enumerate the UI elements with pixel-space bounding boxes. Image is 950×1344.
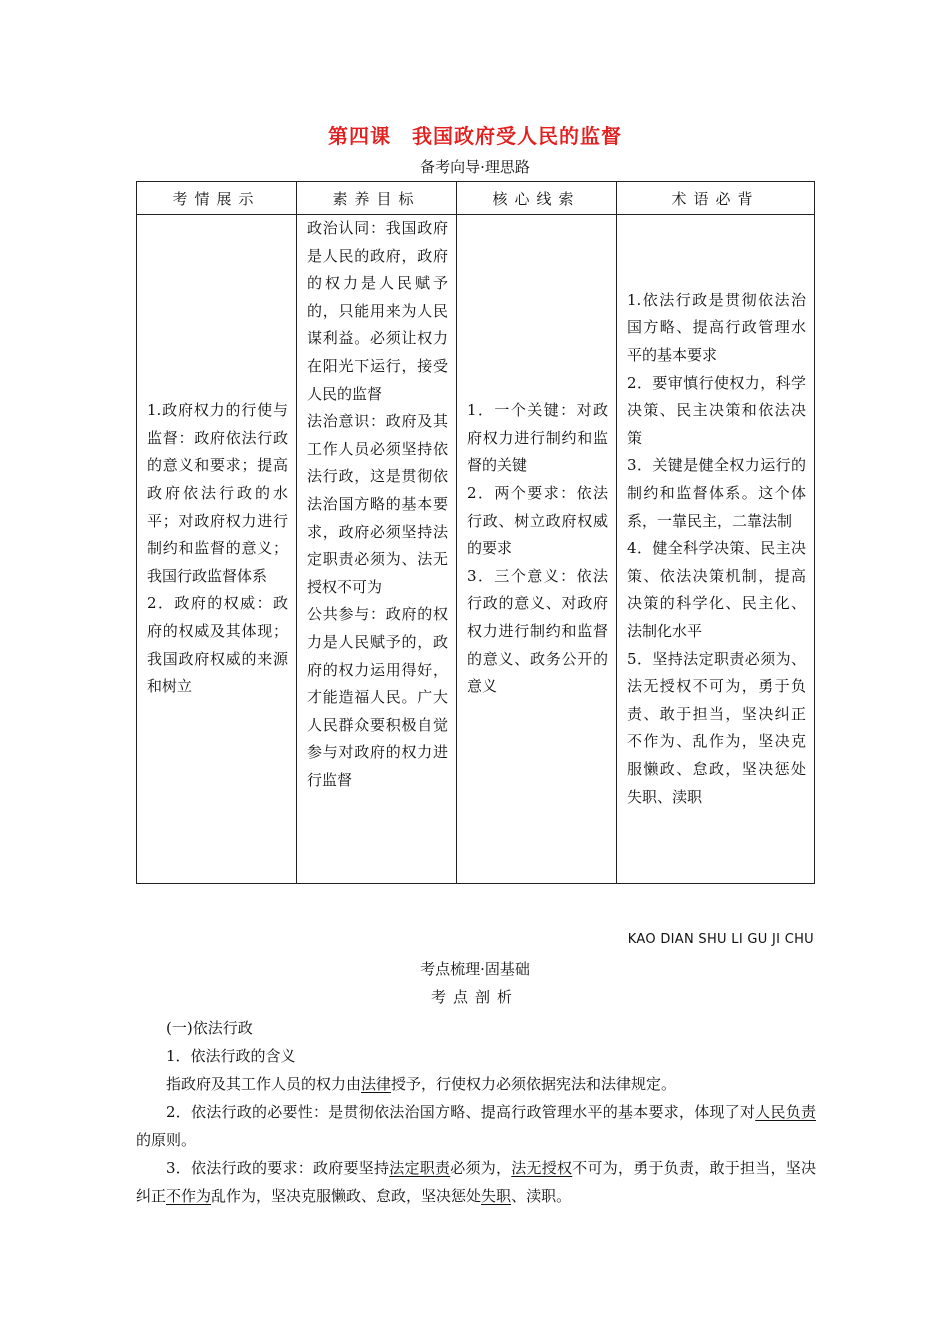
core-clue-cell: [457, 215, 617, 884]
section-subtitle: 考点剖析: [430, 988, 519, 1006]
cell-paragraph: 3．三个意义：依法行政的意义、对政府权力进行制约和监督的意义、政务公开的意义: [467, 566, 608, 696]
cell-paragraph: 4．健全科学决策、民主决策、依法决策机制，提高决策的科学化、民主化、法制化水平: [627, 539, 806, 640]
item-2-text: 2．依法行政的必要性：是贯彻依法治国方略、提高行政管理水平的基本要求，体现了对人民负责的原则。: [136, 1103, 816, 1149]
table-header-row: [137, 182, 815, 215]
underlined-term: 法律: [361, 1075, 392, 1093]
column-header: 术语必背: [617, 182, 815, 215]
column-header: 核心线索: [457, 182, 617, 215]
exam-situation-cell: [137, 215, 297, 884]
cell-paragraph: 2．政府的权威：政府的权威及其体现；我国政府权威的来源和树立: [147, 594, 288, 696]
item-3-text: 3．依法行政的要求：政府要坚持法定职责必须为，法无授权不可为，勇于负责，敢于担当，坚决纠正不作为乱作为，坚决克服懒政、怠政，坚决惩处失职、渎职。: [136, 1159, 816, 1205]
cell-paragraph: 5．坚持法定职责必须为、法无授权不可为，勇于负责、敢于担当，坚决纠正不作为、乱作为，坚决克服懒政、怠政，坚决惩处失职、渎职: [627, 649, 806, 806]
cell-paragraph: 2．要审慎行使权力，科学决策、民主决策和依法决策: [627, 373, 806, 447]
study-guide-table: [136, 181, 815, 884]
cell-paragraph: 2．两个要求：依法行政、树立政府权威的要求: [467, 484, 608, 558]
cell-paragraph: 公共参与：政府的权力是人民赋予的，政府的权力运用得好，才能造福人民。广大人民群众要积极自觉参与对政府的权力进行监督: [307, 605, 448, 789]
literacy-goal-cell: [297, 215, 457, 884]
underlined-term: 法无授权: [511, 1159, 573, 1177]
item-1-text: 指政府及其工作人员的权力由法律授予，行使权力必须依据宪法和法律规定。: [166, 1075, 677, 1093]
section-pinyin: KAO DIAN SHU LI GU JI CHU: [627, 932, 814, 947]
cell-paragraph: 政治认同：我国政府是人民的政府，政府的权力是人民赋予的，只能用来为人民谋利益。必须让权力在阳光下运行，接受人民的监督: [307, 219, 448, 403]
column-header: 考情展示: [137, 182, 297, 215]
cell-paragraph: 1.政府权力的行使与监督：政府依法行政的意义和要求；提高政府依法行政的水平；对政府权力进行制约和监督的意义；我国行政监督体系: [147, 401, 288, 585]
item-1-title: 1．依法行政的含义: [166, 1047, 296, 1065]
lesson-title: 第四课 我国政府受人民的监督: [328, 124, 622, 148]
column-header: 素养目标: [297, 182, 457, 215]
lesson-subtitle: 备考向导·理思路: [420, 158, 530, 176]
cell-paragraph: 法治意识：政府及其工作人员必须坚持依法行政，这是贯彻依法治国方略的基本要求，政府必须坚持法定职责必须为、法无授权不可为: [307, 412, 448, 596]
cell-paragraph: 1.依法行政是贯彻依法治国方略、提高行政管理水平的基本要求: [627, 290, 806, 365]
underlined-term: 人民负责: [755, 1103, 816, 1121]
key-terms-cell: [617, 215, 815, 884]
body-content: [136, 1014, 816, 1210]
section-title: 考点梳理·固基础: [420, 960, 530, 978]
underlined-term: 法定职责: [389, 1159, 451, 1177]
table-row: [137, 215, 815, 884]
cell-paragraph: 3．关键是健全权力运行的制约和监督体系。这个体系，一靠民主，二靠法制: [627, 456, 806, 530]
cell-paragraph: 1．一个关键：对政府权力进行制约和监督的关键: [467, 401, 608, 475]
underlined-term: 不作为: [166, 1187, 212, 1205]
underlined-term: 失职: [481, 1187, 512, 1205]
body-heading: (一)依法行政: [166, 1019, 253, 1037]
